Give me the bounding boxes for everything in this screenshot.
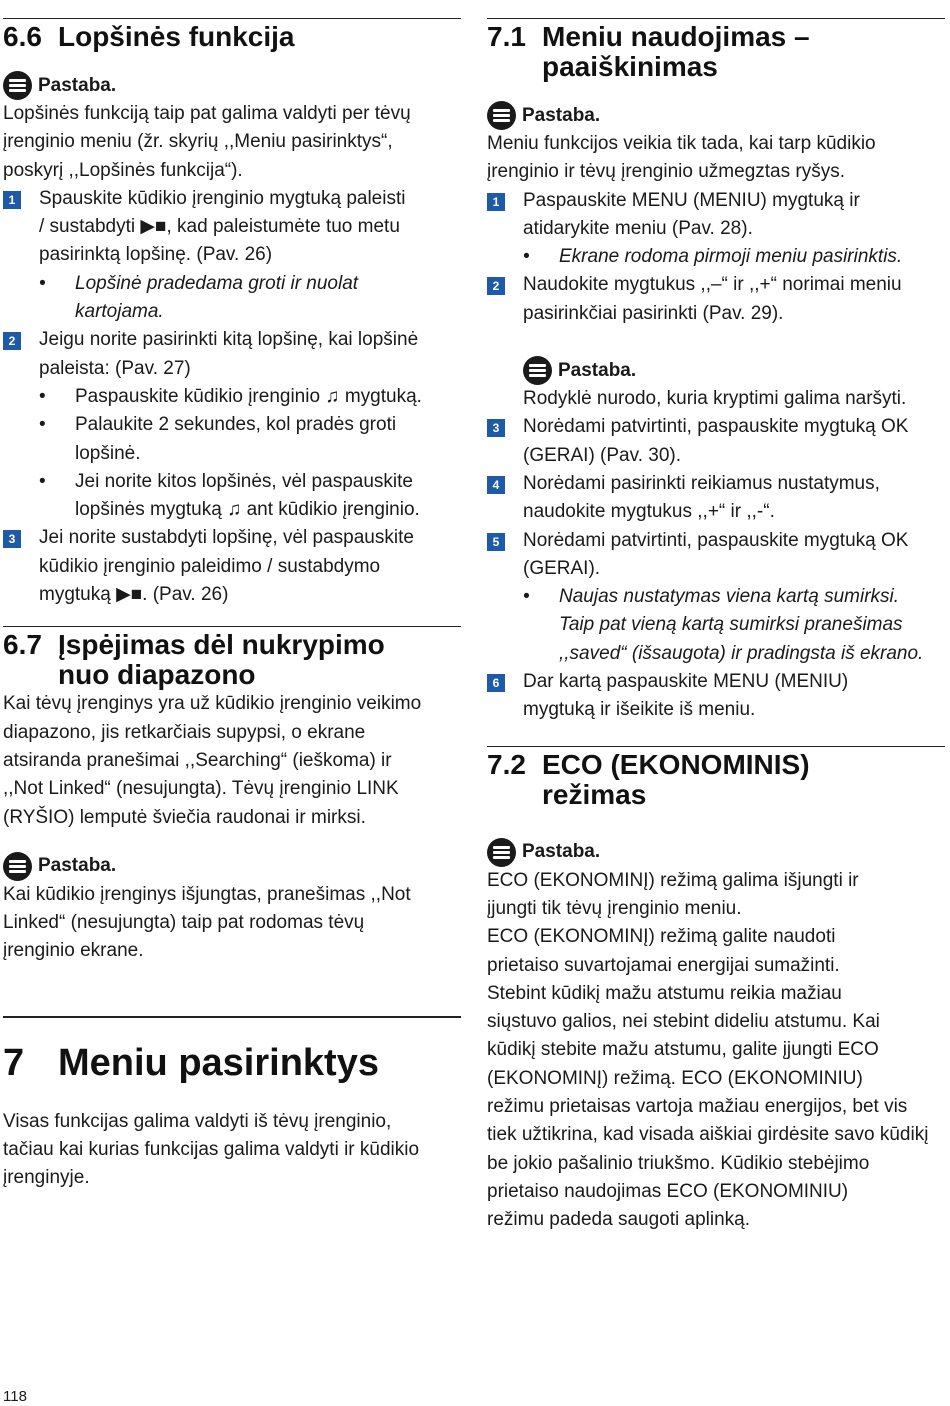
text-line: • Lopšinė pradedama groti ir nuolat [75, 272, 359, 294]
text-line: Lopšinės funkciją taip pat galima valdyti per tėvų [3, 103, 411, 124]
step-number-badge: 3 [487, 419, 505, 437]
text-line: diapazono, jis retkarčiais supypsi, o ekrane [3, 721, 366, 743]
section-heading-6-6 [3, 22, 461, 52]
bullet-item [3, 270, 461, 327]
text-line: atidarykite meniu (Pav. 28). [523, 217, 753, 239]
body-text [3, 1108, 461, 1193]
text-line: lopšinės mygtuką ♫ ant kūdikio įrenginio. [75, 499, 420, 521]
body-text [3, 690, 461, 831]
text-line: Meniu funkcijos veikia tik tada, kai tarp kūdikio [487, 133, 876, 154]
text-line: poskyrį ,,Lopšinės funkcija“). [3, 159, 243, 181]
note-text [487, 130, 945, 187]
bullet-item [3, 468, 461, 525]
text-line: pasirinktą lopšinę. (Pav. 26) [39, 244, 273, 266]
note-header [487, 101, 945, 130]
step-number-badge: 1 [487, 193, 505, 211]
text-line: tiek užtikrina, kad visada aiškiai girdėsite savo kūdikį [487, 1124, 929, 1146]
text-line: Stebint kūdikį mažu atstumu reikia mažiau [487, 982, 842, 1004]
step-number-badge: 3 [3, 530, 21, 548]
text-line: kūdikio įrenginio paleidimo / sustabdymo [39, 555, 381, 577]
text-line: (GERAI) (Pav. 30). [523, 444, 682, 466]
chapter-divider [3, 1016, 461, 1018]
text-line: atsiranda pranešimai ,,Searching“ (ieškoma) ir [3, 749, 392, 771]
step-1 [3, 185, 461, 270]
text-line: įjungti tik tėvų įrenginio meniu. [487, 897, 742, 919]
step-5 [487, 527, 945, 584]
note-label: Pastaba. [522, 104, 601, 126]
step-4 [487, 470, 945, 527]
note-icon [487, 101, 516, 130]
text-line: režimu prietaisas vartoja mažiau energijos, bet vis [487, 1096, 908, 1118]
bullet-item [3, 411, 461, 468]
text-line: • Palaukite 2 sekundes, kol pradės groti [75, 414, 397, 436]
step-1 [487, 187, 945, 244]
text-line: tačiau kai kurias funkcijas galima valdyti ir kūdikio [3, 1139, 420, 1161]
note-icon [3, 852, 32, 881]
text-line: • Ekrane rodoma pirmoji meniu pasirinktis. [559, 246, 903, 268]
text-line: • Jei norite kitos lopšinės, vėl paspauskite [75, 470, 413, 492]
body-text [487, 867, 945, 1235]
text-line: Kai kūdikio įrenginys išjungtas, pranešimas ,,Not [3, 883, 411, 905]
text-line: / sustabdyti ▶■, kad paleistumėte tuo metu [39, 216, 400, 238]
bullet-item [487, 583, 945, 668]
note-header [3, 852, 461, 881]
text-line: Norėdami patvirtinti, paspauskite mygtuką OK [523, 416, 909, 438]
text-line: Taip pat vieną kartą sumirksi pranešimas [559, 614, 903, 636]
section-divider [3, 626, 461, 627]
text-line: mygtuką ▶■. (Pav. 26) [39, 584, 229, 606]
note-header [523, 356, 945, 385]
section-title-continued: režimas [542, 778, 647, 810]
note-text: Rodyklė nurodo, kuria kryptimi galima naršyti. [523, 388, 907, 410]
section-heading-7-1 [487, 22, 945, 82]
section-heading-7-2 [487, 750, 945, 810]
section-number: 6.7 [3, 629, 42, 661]
note-icon [523, 356, 552, 385]
step-number-badge: 2 [3, 332, 21, 350]
bullet-item [487, 243, 945, 271]
section-title-continued: paaiškinimas [542, 51, 718, 82]
text-line: ,,Not Linked“ (nesujungta). Tėvų įrenginio LINK [3, 778, 399, 800]
text-line: Jei norite sustabdyti lopšinę, vėl paspauskite [39, 527, 414, 549]
section-title: Įspėjimas dėl nukrypimo [58, 629, 385, 661]
text-line: Linked“ (nesujungta) taip pat rodomas tėvų [3, 912, 365, 934]
step-6 [487, 668, 945, 725]
text-line: mygtuką ir išeikite iš meniu. [523, 699, 756, 721]
note-label: Pastaba. [38, 74, 117, 96]
text-line: Jeigu norite pasirinkti kitą lopšinę, kai lopšinė [39, 329, 419, 351]
page-number: 118 [3, 1388, 27, 1405]
section-title: ECO (EKONOMINIS) [542, 748, 810, 780]
step-number-badge: 5 [487, 533, 505, 551]
text-line: įrenginio ekrane. [3, 940, 144, 962]
note-header [3, 71, 461, 100]
step-2 [3, 326, 461, 383]
text-line: Visas funkcijas galima valdyti iš tėvų įrenginio, [3, 1110, 392, 1132]
step-number-badge: 4 [487, 476, 505, 494]
section-title: Lopšinės funkcija [58, 21, 295, 52]
note-icon [487, 838, 516, 867]
section-divider [487, 746, 945, 747]
step-number-badge: 2 [487, 277, 505, 295]
text-line: (GERAI). [523, 557, 601, 579]
chapter-number: 7 [3, 1041, 25, 1084]
section-title: Meniu naudojimas – [542, 21, 810, 52]
text-line: ECO (EKONOMINĮ) režimą galite naudoti [487, 926, 836, 948]
text-line: • Paspauskite kūdikio įrenginio ♫ mygtuką. [75, 385, 422, 407]
section-title-continued: nuo diapazono [58, 659, 256, 691]
step-2 [487, 271, 945, 328]
note-text [3, 881, 461, 966]
section-number: 7.1 [487, 21, 526, 52]
text-line: kūdikį stebite mažu atstumu, galite įjungti ECO [487, 1039, 879, 1061]
text-line: (RYŠIO) lemputė šviečia raudonai ir mirksi. [3, 806, 366, 828]
text-line: Kai tėvų įrenginys yra už kūdikio įrenginio veikimo [3, 693, 422, 715]
text-line: Spauskite kūdikio įrenginio mygtuką paleisti [39, 187, 406, 209]
note-label: Pastaba. [522, 841, 601, 863]
text-line: be jokio pašalinio triukšmo. Kūdikio stebėjimo [487, 1152, 870, 1174]
inline-note [487, 356, 945, 413]
chapter-title: Meniu pasirinktys [58, 1041, 379, 1084]
text-line: Dar kartą paspauskite MENU (MENIU) [523, 671, 849, 693]
step-number-badge: 6 [487, 674, 505, 692]
section-divider [487, 18, 945, 19]
text-line: prietaiso naudojimas ECO (EKONOMINIU) [487, 1180, 849, 1202]
text-line: Norėdami pasirinkti reikiamus nustatymus, [523, 472, 880, 494]
right-column [487, 0, 945, 1235]
note-label: Pastaba. [558, 359, 637, 381]
bullet-item [3, 383, 461, 411]
text-line: Paspauskite MENU (MENIU) mygtuką ir [523, 189, 860, 211]
text-line: pasirinkčiai pasirinkti (Pav. 29). [523, 302, 784, 324]
text-line: ,,saved“ (išsaugota) ir pradingsta iš ekrano. [559, 642, 924, 664]
text-line: siųstuvo galios, nei stebint dideliu atstumu. Kai [487, 1011, 880, 1033]
text-line: lopšinė. [75, 442, 141, 464]
chapter-heading-7 [3, 1041, 461, 1085]
section-number: 6.6 [3, 21, 42, 52]
section-heading-6-7 [3, 630, 461, 690]
left-column [3, 0, 461, 1193]
note-header [487, 838, 945, 867]
text-line: įrenginio ir tėvų įrenginio užmegztas ryšys. [487, 161, 845, 183]
text-line: kartojama. [75, 301, 164, 323]
section-number: 7.2 [487, 748, 526, 780]
note-label: Pastaba. [38, 855, 117, 877]
text-line: paleista: (Pav. 27) [39, 357, 191, 379]
text-line: režimu padeda saugoti aplinką. [487, 1209, 751, 1231]
step-3 [3, 524, 461, 609]
note-icon [3, 71, 32, 100]
text-line: • Naujas nustatymas viena kartą sumirksi. [559, 586, 900, 608]
text-line: ECO (EKONOMINĮ) režimą galima išjungti ir [487, 869, 859, 891]
text-line: įrenginyje. [3, 1167, 90, 1189]
text-line: įrenginio meniu (žr. skyrių ,,Meniu pasirinktys“, [3, 131, 393, 153]
step-3 [487, 413, 945, 470]
section-divider [3, 18, 461, 19]
text-line: Norėdami patvirtinti, paspauskite mygtuką OK [523, 529, 909, 551]
text-line: (EKONOMINĮ) režimą. ECO (EKONOMINIU) [487, 1067, 863, 1089]
step-number-badge: 1 [3, 191, 21, 209]
text-line: prietaiso suvartojamai energijai sumažinti. [487, 954, 840, 976]
note-text [3, 100, 461, 185]
text-line: Naudokite mygtukus ,,–“ ir ,,+“ norimai meniu [523, 274, 902, 296]
text-line: naudokite mygtukus ,,+“ ir ,,-“. [523, 501, 775, 523]
